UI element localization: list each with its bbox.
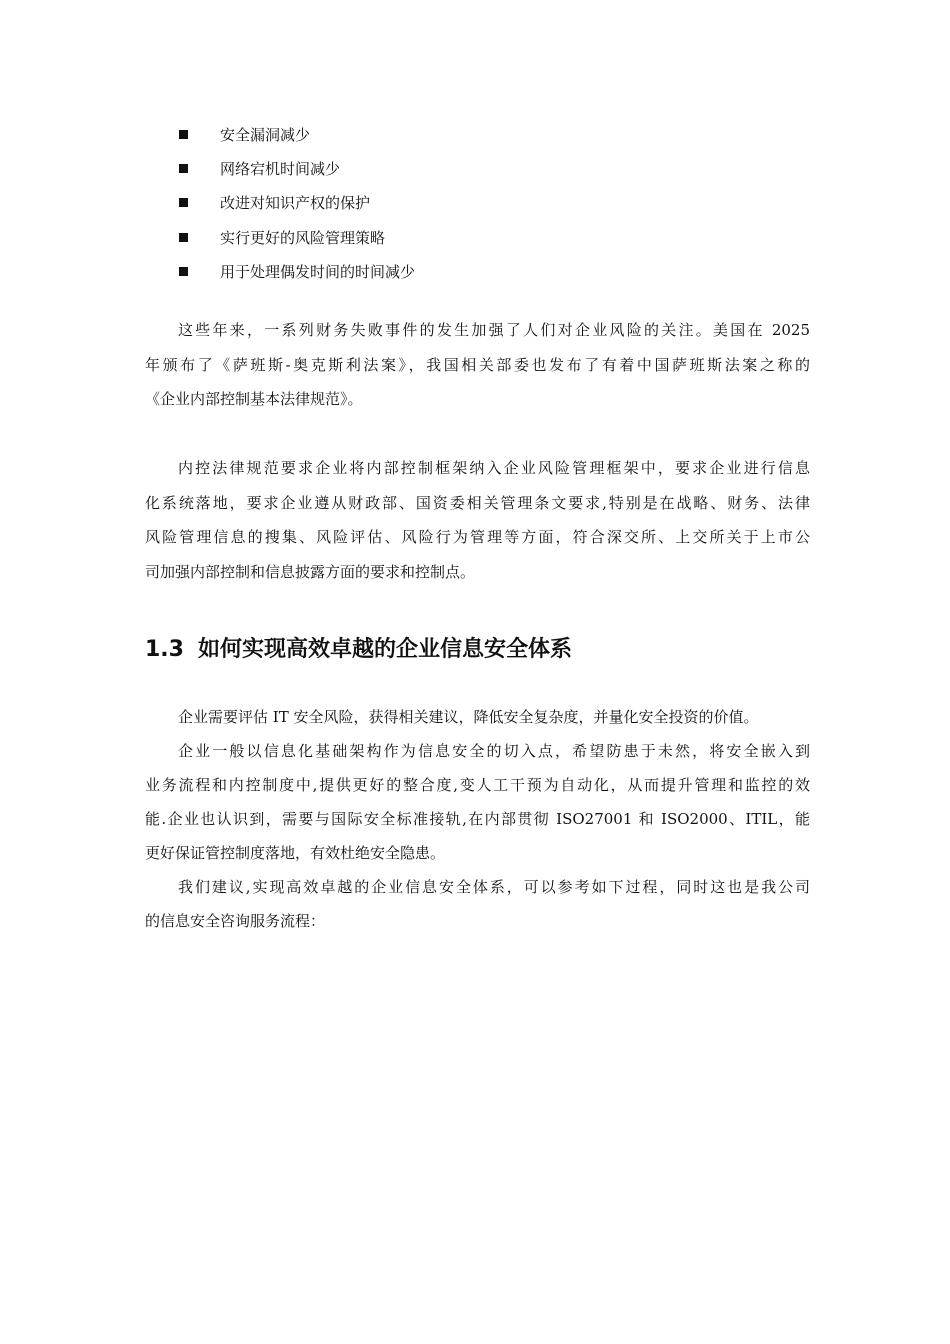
paragraph-internal-control bbox=[145, 451, 810, 589]
bullet-item bbox=[0, 186, 950, 220]
paragraph-security-system bbox=[145, 700, 810, 938]
bullet-text: 用于处理偶发时间的时间减少 bbox=[220, 262, 416, 281]
bullet-text: 改进对知识产权的保护 bbox=[220, 194, 371, 213]
paragraph-line: 内控法律规范要求企业将内部控制框架纳入企业风险管理框架中，要求企业进行信息 bbox=[178, 459, 810, 477]
bullet-text: 网络宕机时间减少 bbox=[220, 160, 341, 179]
square-bullet-icon bbox=[179, 233, 188, 242]
paragraph-line: 《企业内部控制基本法律规范》。 bbox=[145, 390, 363, 408]
paragraph-line: 这些年来，一系列财务失败事件的发生加强了人们对企业风险的关注。美国在 2025 bbox=[178, 321, 810, 339]
paragraph-line: 企业一般以信息化基础架构作为信息安全的切入点，希望防患于未然，将安全嵌入到 bbox=[178, 742, 810, 760]
square-bullet-icon bbox=[179, 130, 188, 139]
bullet-item bbox=[0, 255, 950, 289]
paragraph-line: 能.企业也认识到，需要与国际安全标准接轨,在内部贯彻 ISO27001 和 ISO2000、ITIL，能 bbox=[145, 810, 810, 828]
bullet-text: 实行更好的风险管理策略 bbox=[220, 228, 386, 247]
bullet-item bbox=[0, 221, 950, 255]
section-title: 如何实现高效卓越的企业信息安全体系 bbox=[197, 637, 572, 662]
paragraph-line: 司加强内部控制和信息披露方面的要求和控制点。 bbox=[145, 562, 476, 581]
bullet-item bbox=[0, 118, 950, 152]
paragraph-line: 企业需要评估 IT 安全风险，获得相关建议，降低安全复杂度，并量化安全投资的价值。 bbox=[178, 708, 759, 726]
paragraph-line: 年颁布了《萨班斯-奥克斯利法案》，我国相关部委也发布了有着中国萨班斯法案之称的 bbox=[145, 355, 810, 374]
paragraph-line: 更好保证管控制度落地，有效杜绝安全隐患。 bbox=[145, 844, 446, 862]
benefits-bullet-list bbox=[0, 118, 950, 289]
square-bullet-icon bbox=[179, 198, 188, 207]
paragraph-line: 的信息安全咨询服务流程： bbox=[145, 912, 326, 930]
paragraph-line: 风险管理信息的搜集、风险评估、风险行为管理等方面，符合深交所、上交所关于上市公 bbox=[145, 528, 810, 546]
paragraph-line: 业务流程和内控制度中,提供更好的整合度,变人工干预为自动化，从而提升管理和监控的效 bbox=[145, 776, 810, 794]
section-number: 1.3 bbox=[145, 637, 184, 662]
square-bullet-icon bbox=[179, 164, 188, 173]
paragraph-line: 化系统落地，要求企业遵从财政部、国资委相关管理条文要求,特别是在战略、财务、法律 bbox=[145, 493, 810, 512]
bullet-text: 安全漏洞减少 bbox=[220, 126, 311, 144]
section-heading bbox=[145, 632, 572, 663]
paragraph-risk-history bbox=[145, 313, 810, 417]
paragraph-line: 我们建议,实现高效卓越的企业信息安全体系，可以参考如下过程，同时这也是我公司 bbox=[178, 878, 810, 896]
bullet-item bbox=[0, 152, 950, 186]
square-bullet-icon bbox=[179, 267, 188, 276]
